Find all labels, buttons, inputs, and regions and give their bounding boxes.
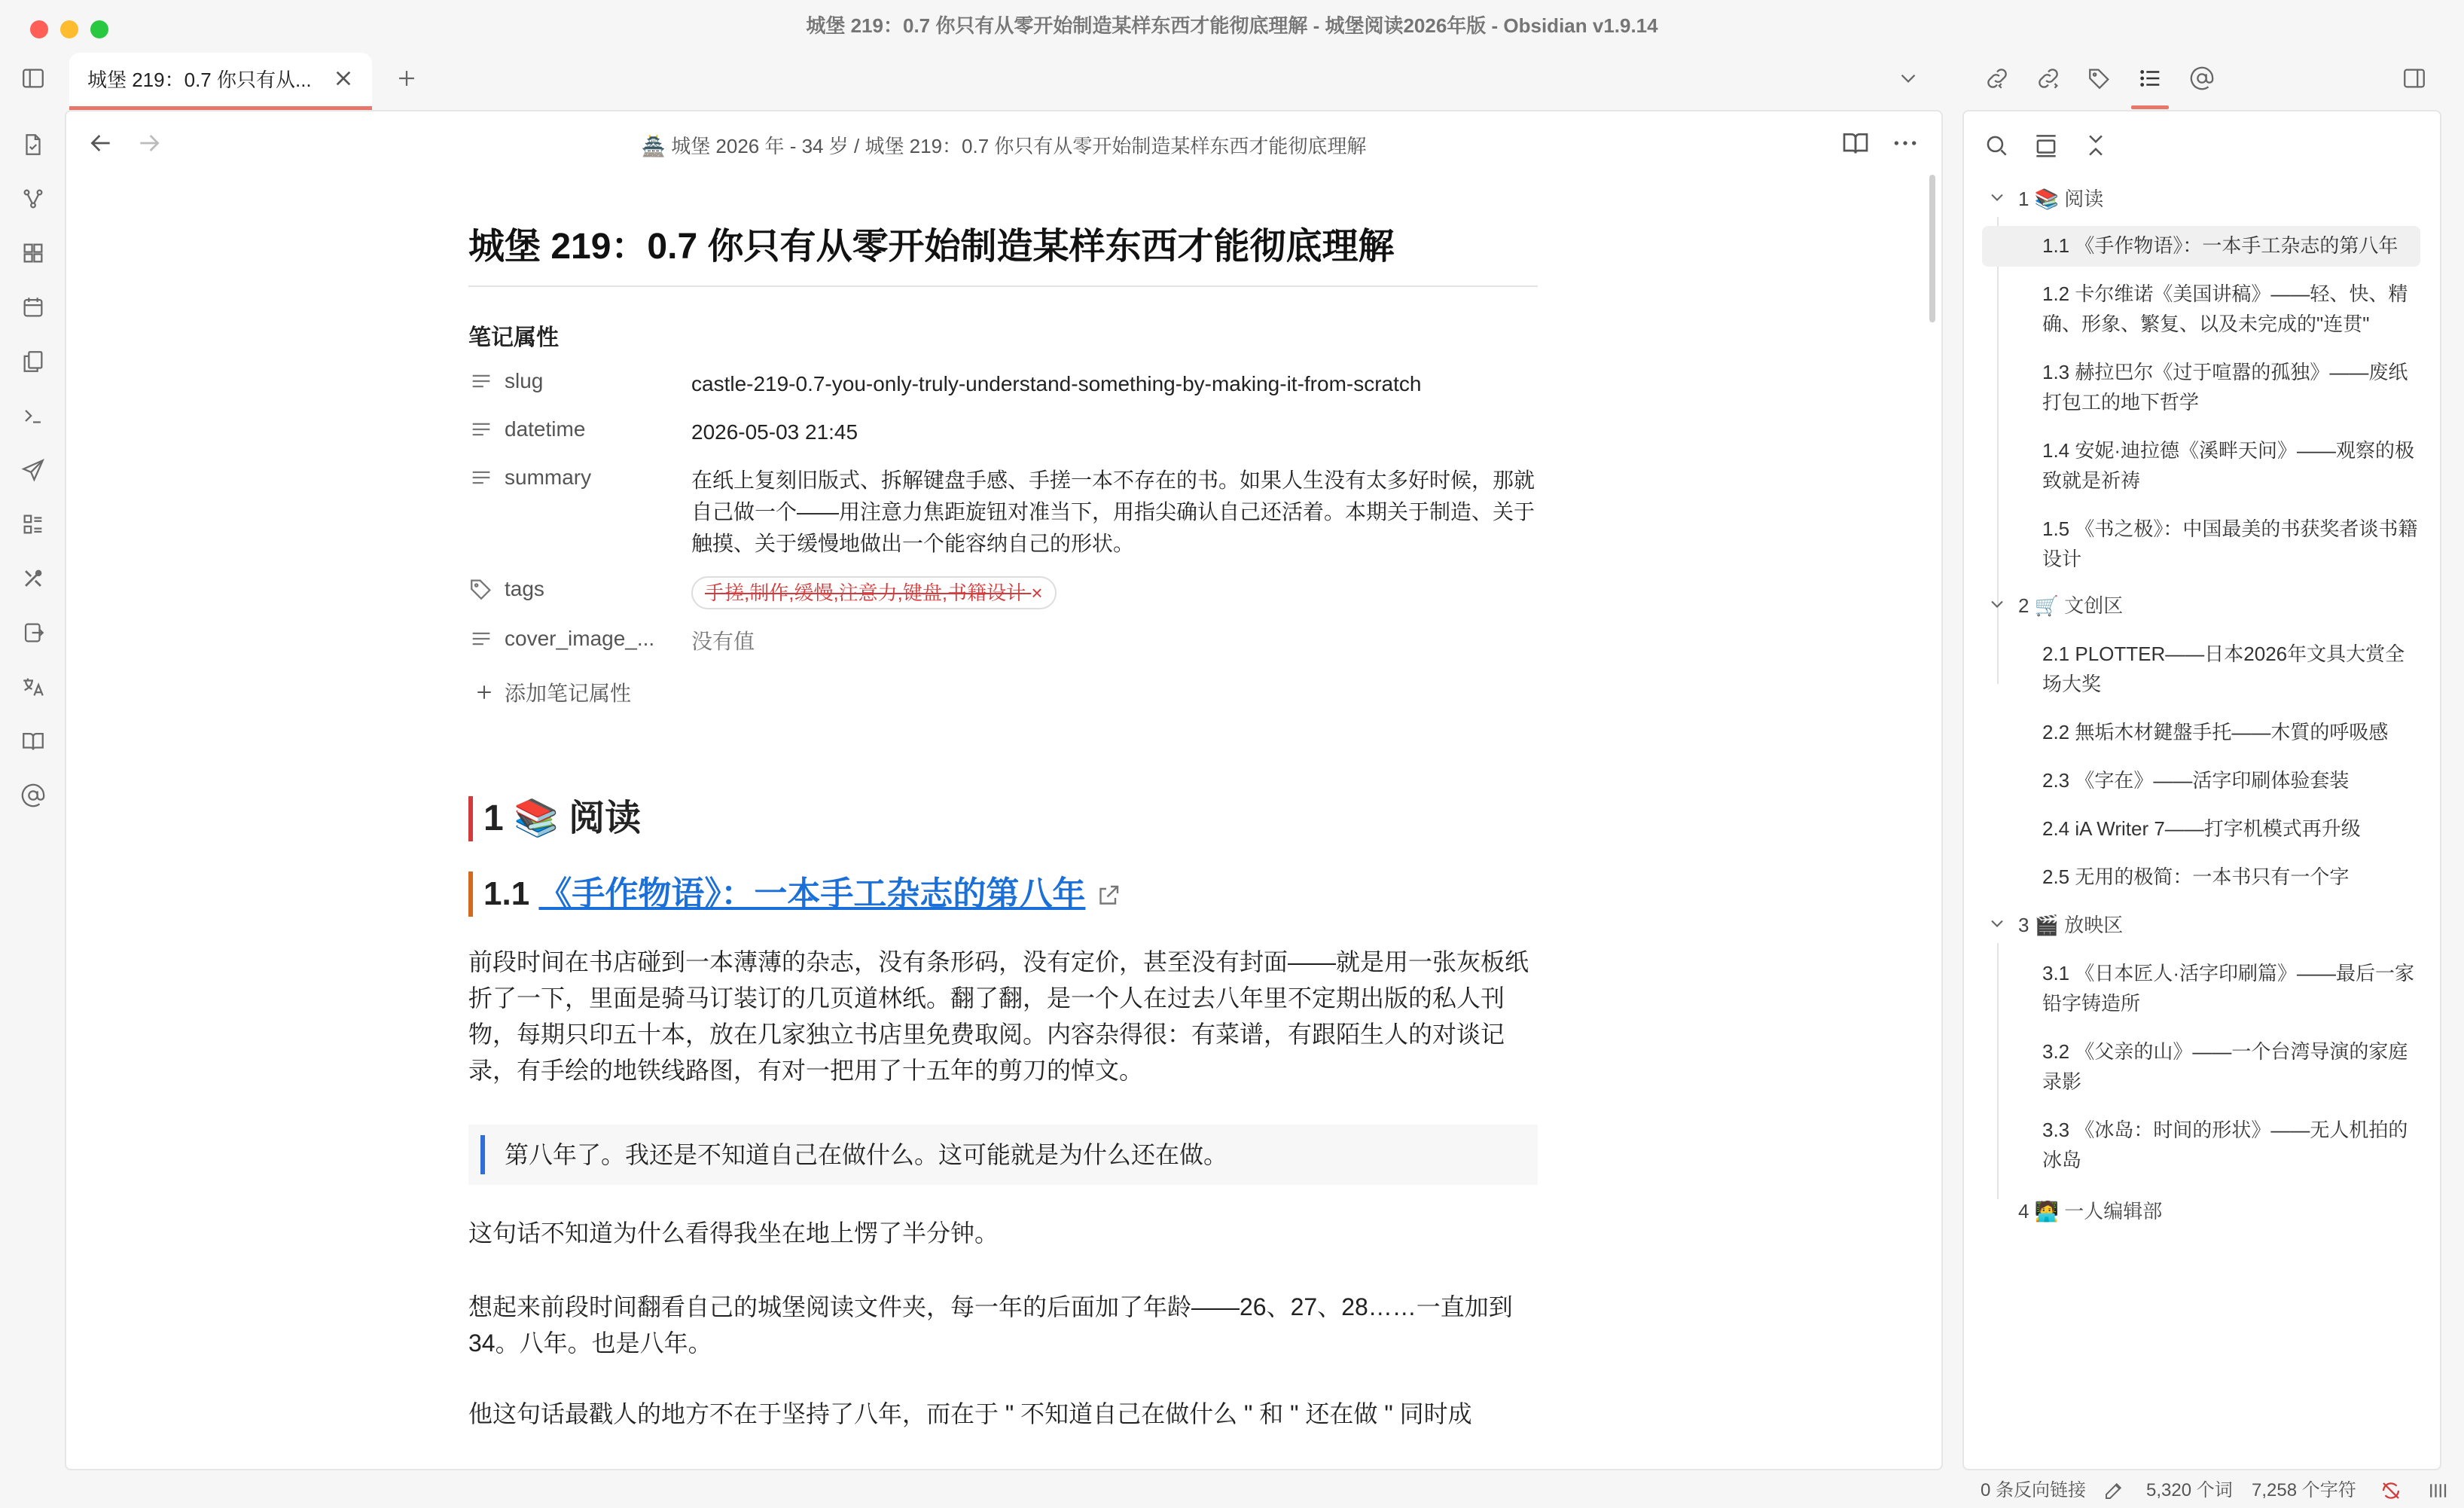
outline-item[interactable]: 3 🎬 放映区 [2018,914,2124,936]
outline-item[interactable]: 2.3 《字在》——活字印刷体验套装 [2042,769,2350,792]
property-slug [468,368,1538,400]
property-datetime [468,417,1538,448]
breadcrumb-folder[interactable]: 城堡 2026 年 - 34 岁 [671,135,849,157]
character-count: 7,258 个字符 [2252,1480,2356,1500]
outline-item[interactable]: 2.2 無垢木材鍵盤手托——木質的呼吸感 [2042,721,2389,743]
heading-number: 1.1 [483,875,530,912]
tag-remove-icon[interactable]: × [1031,582,1043,604]
blockquote-text: 第八年了。我还是不知道自己在做什么。这可能就是为什么还在做。 [505,1141,1228,1168]
tag-property-icon [468,576,494,602]
heading-emoji: 📚 [514,798,559,838]
text-property-icon [468,417,494,442]
external-link-icon [1095,882,1122,909]
outline-icon[interactable] [2134,62,2167,95]
text-property-icon [468,626,494,652]
add-property-button[interactable] [468,677,1538,707]
breadcrumb-folder-icon: 🏯 [641,135,666,157]
sync-error-icon[interactable] [2380,1479,2402,1502]
graph-view-icon[interactable] [17,182,50,215]
plus-icon [473,681,496,704]
word-count: 5,320 个词 [2146,1480,2233,1500]
outline-item[interactable]: 2.4 iA Writer 7——打字机模式再升级 [2042,817,2361,840]
open-quick-switcher-icon[interactable] [17,128,50,161]
outline-item[interactable]: 1.1 《手作物语》：一本手工杂志的第八年 [2042,234,2398,257]
status-bar [1958,1473,2464,1508]
plugin-icon[interactable] [17,562,50,595]
tab-close-icon[interactable] [328,63,358,93]
new-tab-icon[interactable] [390,62,423,95]
outline-item[interactable]: 1.3 赫拉巴尔《过于喧嚣的孤独》——废纸打包工的地下哲学 [2042,361,2408,414]
heading-number: 1 [483,798,504,838]
outline-item[interactable]: 2.5 无用的极简：一本书只有一个字 [2042,865,2350,888]
tag-pill-label: 手搓,制作,缓慢,注意力,键盘,书籍设计 [705,582,1026,604]
mention-icon[interactable] [17,779,50,812]
outline-panel [1962,110,2441,1470]
breadcrumb-separator: / [853,135,860,157]
outline-item[interactable]: 3.1 《日本匠人·活字印刷篇》——最后一家铅字铸造所 [2042,962,2415,1015]
note-title[interactable]: 城堡 219：0.7 你只有从零开始制造某样东西才能彻底理解 [468,217,1538,287]
collapse-chevron-icon[interactable] [1987,187,2008,208]
outline-item[interactable]: 1 📚 阅读 [2018,188,2104,210]
window-title: 城堡 219：0.7 你只有从零开始制造某样东西才能彻底理解 - 城堡阅读2026年版 - Obsidian v1.9.14 [806,14,1658,37]
list-icon[interactable] [17,508,50,541]
outline-item[interactable]: 1.4 安妮·迪拉德《溪畔天问》——观察的极致就是祈祷 [2042,439,2415,492]
blockquote-bar [480,1135,485,1174]
property-key[interactable]: slug [505,369,544,392]
outline-tab-active-indicator [2131,105,2169,109]
search-icon[interactable] [1982,131,2012,161]
status-menu-icon[interactable] [2426,1479,2449,1502]
collapse-chevrons-icon[interactable] [2081,131,2112,161]
collapse-chevron-icon[interactable] [1987,594,2008,615]
edit-mode-pencil-icon[interactable] [2103,1479,2125,1502]
note-content [468,217,1538,1432]
properties-heading[interactable]: 笔记属性 [468,325,559,350]
collapse-chevron-icon[interactable] [1987,913,2008,934]
calendar-icon[interactable] [17,291,50,324]
property-key[interactable]: tags [505,577,544,600]
terminal-icon[interactable] [17,399,50,432]
breadcrumb [66,131,1941,159]
send-icon[interactable] [17,453,50,487]
tab-list-chevron-down-icon[interactable] [1892,62,1925,95]
property-tags [468,576,1538,609]
more-options-icon[interactable] [1890,128,1923,161]
outgoing-links-icon[interactable] [2032,62,2065,95]
outline-item[interactable]: 3.2 《父亲的山》——一个台湾导演的家庭录影 [2042,1040,2408,1093]
outline-item[interactable]: 1.5 《书之极》：中国最美的书获奖者谈书籍设计 [2042,517,2418,570]
text-property-icon [468,465,494,490]
breadcrumb-file[interactable]: 城堡 219：0.7 你只有从零开始制造某样东西才能彻底理解 [865,135,1367,157]
toggle-right-sidebar-icon[interactable] [2398,62,2431,95]
toggle-left-sidebar-icon[interactable] [17,62,50,95]
property-value[interactable]: castle-219-0.7-you-only-truly-understand-something-by-making-it-from-scratch [691,372,1422,395]
property-key[interactable]: datetime [505,417,586,441]
heading-1[interactable] [468,796,1538,841]
heading-2[interactable] [468,872,1538,917]
reading-view-book-icon[interactable] [1840,128,1874,161]
paragraph[interactable]: 想起来前段时间翻看自己的城堡阅读文件夹，每一年的后面加了年龄——26、27、28……一直加到 34。八年。也是八年。 [468,1293,1513,1357]
property-cover-image [468,626,1538,658]
book-icon[interactable] [17,725,50,758]
backlinks-icon[interactable] [1981,62,2014,95]
left-ribbon [0,111,65,1482]
property-key[interactable]: cover_image_... [505,627,655,650]
tag-pill[interactable] [691,576,1057,609]
tags-icon[interactable] [2083,62,2116,95]
property-value[interactable]: 2026-05-03 21:45 [691,420,858,444]
tab-label: 城堡 219：0.7 你只有从... [87,69,312,91]
export-icon[interactable] [17,616,50,649]
translate-icon[interactable] [17,670,50,704]
paragraph[interactable]: 前段时间在书店碰到一本薄薄的杂志，没有条形码，没有定价，甚至没有封面——就是用一张灰板纸折了一下，里面是骑马订装订的几页道林纸。翻了翻，是一个人在过去八年里不定期出版的私人刊物，每期只印五十本，放在几家独立书店里免费取阅。内容杂得很：有菜谱，有跟陌生人的对谈记录，有手绘的地铁线路图，有对一把用了十五年的剪刀的悼文。 [468,948,1529,1084]
outline-item[interactable]: 2.1 PLOTTER——日本2026年文具大赏全场大奖 [2042,643,2405,695]
editor-pane [65,110,1943,1470]
heading-external-link[interactable]: 《手作物语》：一本手工杂志的第八年 [538,875,1086,912]
outline-item[interactable]: 2 🛒 文创区 [2018,594,2124,617]
blockquote[interactable] [468,1125,1538,1185]
paragraph[interactable]: 他这句话最戳人的地方不在于坚持了八年，而在于 " 不知道自己在做什么 " 和 " 还在做 " 同时成 [468,1400,1472,1427]
outline-item[interactable]: 3.3 《冰岛：时间的形状》——无人机拍的冰岛 [2042,1119,2408,1171]
text-property-icon [468,368,494,394]
property-value-empty[interactable]: 没有值 [691,630,755,653]
editor-scrollbar[interactable] [1929,175,1935,322]
property-key[interactable]: summary [505,466,592,489]
templates-icon[interactable] [17,345,50,378]
add-property-label: 添加笔记属性 [505,682,632,705]
property-value[interactable]: 在纸上复刻旧版式、拆解键盘手感、手搓一本不存在的书。如果人生没有太多好时候，那就自己做一个——用注意力焦距旋钮对准当下，用指尖确认自己还活着。本期关于制造、关于触摸、关于缓慢地做出一个能容纳自己的形状。 [691,469,1535,555]
outline-item[interactable]: 4 🧑‍💻 一人编辑部 [2018,1200,2163,1223]
collapse-all-icon[interactable] [2032,131,2062,161]
title-bar [0,0,2464,45]
at-mention-icon[interactable] [2185,62,2219,95]
tab-current-note[interactable] [69,53,372,110]
outline-guide-line [1997,943,1999,1199]
heading-text: 阅读 [569,798,642,838]
canvas-icon[interactable] [17,237,50,270]
backlinks-count[interactable]: 0 条反向链接 [1981,1480,2087,1500]
paragraph[interactable]: 这句话不知道为什么看得我坐在地上愣了半分钟。 [468,1220,999,1247]
outline-item[interactable]: 1.2 卡尔维诺《美国讲稿》——轻、快、精确、形象、繁复、以及未完成的"连贯" [2042,282,2408,335]
property-summary [468,465,1538,560]
